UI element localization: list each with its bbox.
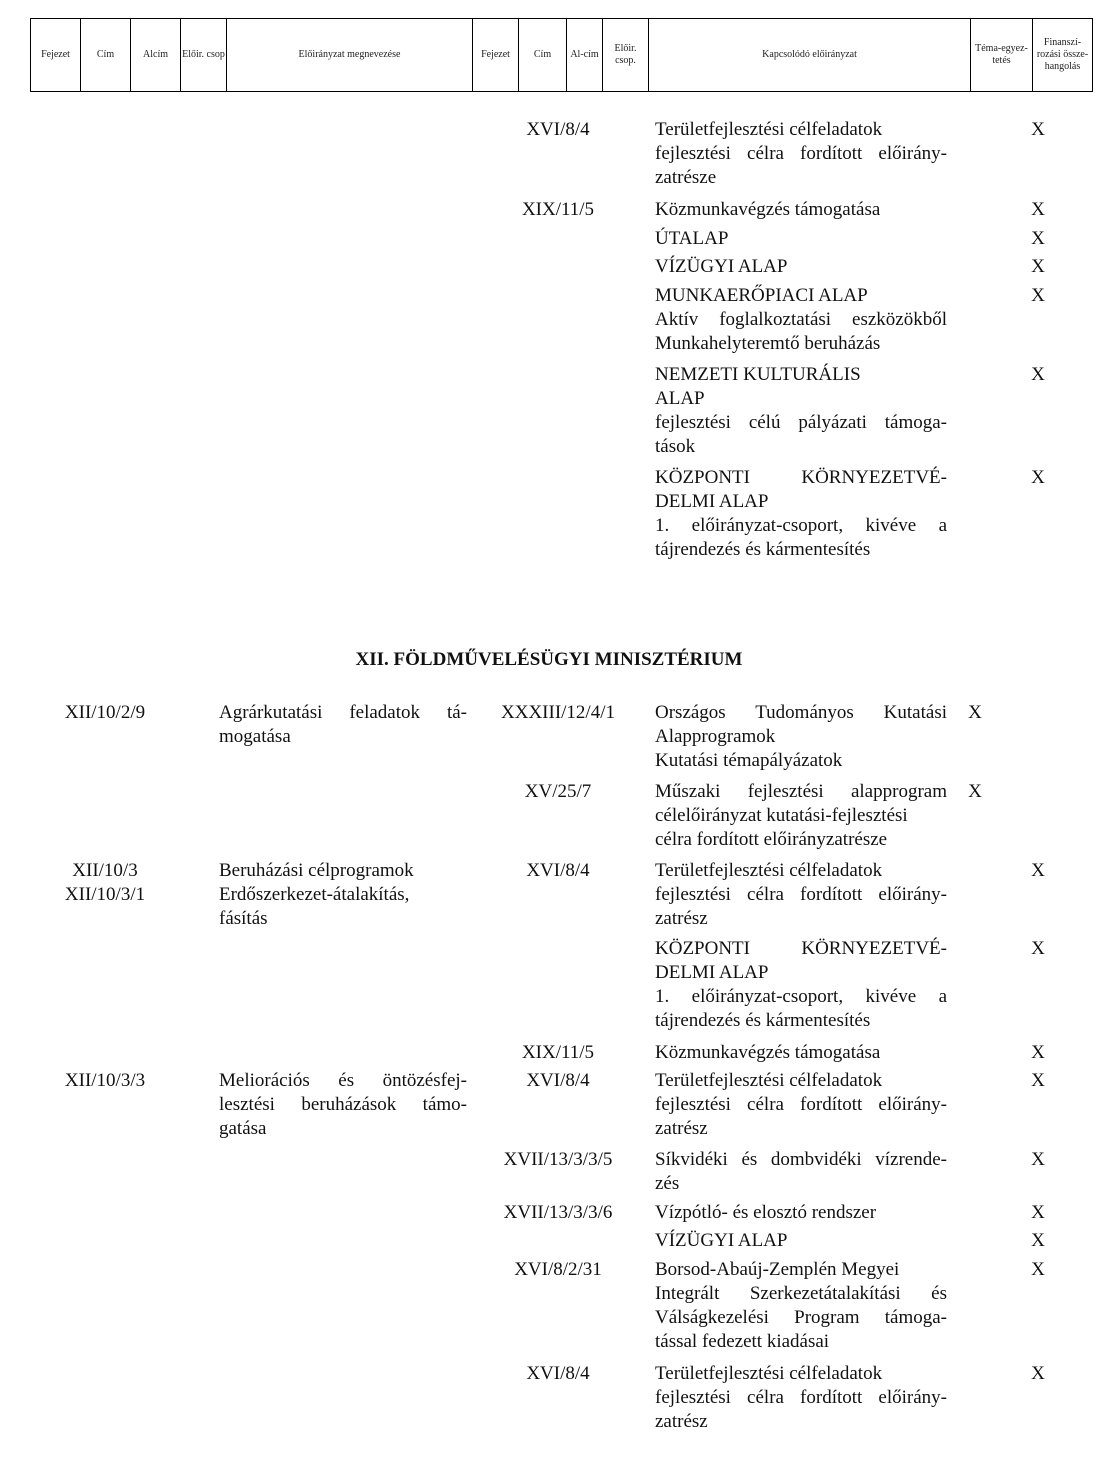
- linked-appropriation-line: tájrendezés és kármentesítés: [655, 539, 871, 560]
- linked-appropriation-line: NEMZETI KULTURÁLIS: [655, 364, 861, 385]
- appropriation-name: [219, 701, 467, 749]
- linked-appropriation-line: Közmunkavégzés támogatása: [655, 1042, 881, 1063]
- appropriation-name-line: lesztési beruházások támo-: [219, 1094, 467, 1115]
- section-title: XII. FÖLDMŰVELÉSÜGYI MINISZTÉRIUM: [355, 649, 743, 670]
- linked-appropriation: [655, 363, 947, 459]
- theme-coordination-mark: X: [968, 781, 982, 802]
- linked-appropriation: [655, 255, 947, 279]
- header-alcim-2: Al-cím: [567, 19, 603, 92]
- linked-appropriation-line: célra fordított előirányzatrésze: [655, 829, 888, 850]
- linked-appropriation-line: Területfejlesztési célfeladatok: [655, 1070, 883, 1091]
- linked-appropriation-line: Területfejlesztési célfeladatok: [655, 860, 883, 881]
- linked-appropriation-line: zatrész: [655, 1118, 708, 1139]
- linked-code: XVI/8/4: [526, 119, 590, 140]
- linked-appropriation-line: DELMI ALAP: [655, 491, 769, 512]
- header-eloir-csop-2: Előir. csop.: [603, 19, 649, 92]
- theme-coordination-mark: X: [968, 702, 982, 723]
- linked-appropriation-line: ÚTALAP: [655, 228, 729, 249]
- financing-mark: X: [1031, 1202, 1045, 1223]
- header-eloir-csop: Előir. csop: [181, 19, 227, 92]
- linked-code: XVI/8/4: [526, 1363, 590, 1384]
- appropriation-code-line: XII/10/2/9: [64, 702, 146, 723]
- financing-mark: X: [1031, 938, 1045, 959]
- appropriation-name-line: Beruházási célprogramok: [219, 860, 414, 881]
- financing-mark: X: [1031, 1259, 1045, 1280]
- header-fejezet-2: Fejezet: [473, 19, 519, 92]
- linked-code: XIX/11/5: [521, 199, 595, 220]
- linked-appropriation-line: Síkvidéki és dombvidéki vízrende-: [655, 1149, 947, 1170]
- header-cim-2: Cím: [519, 19, 567, 92]
- header-eloiranyzat-megnevezese: Előirányzat megnevezése: [227, 19, 473, 92]
- header-finanszirozasi-osszehangolas: Finanszí-rozási össze-hangolás: [1033, 19, 1093, 92]
- linked-appropriation-line: zatrésze: [655, 167, 717, 188]
- linked-appropriation-line: Kutatási témapályázatok: [655, 750, 843, 771]
- linked-appropriation-line: fejlesztési célra fordított előirány-: [655, 1094, 947, 1115]
- linked-appropriation-line: DELMI ALAP: [655, 962, 769, 983]
- linked-appropriation: [655, 1258, 947, 1354]
- linked-appropriation-line: fejlesztési célra fordított előirány-: [655, 884, 947, 905]
- linked-appropriation: [655, 466, 947, 562]
- linked-appropriation-line: Alapprogramok: [655, 726, 776, 747]
- financing-mark: X: [1031, 285, 1045, 306]
- appropriation-name-line: mogatása: [219, 726, 291, 747]
- linked-appropriation-line: célelőirányzat kutatási-fejlesztési: [655, 805, 908, 826]
- financing-mark: X: [1031, 1042, 1045, 1063]
- linked-appropriation-line: Munkahelyteremtő beruházás: [655, 333, 881, 354]
- linked-appropriation-line: zés: [655, 1173, 680, 1194]
- appropriation-code: [40, 701, 170, 725]
- linked-appropriation: [655, 1229, 947, 1253]
- linked-appropriation-line: Területfejlesztési célfeladatok: [655, 1363, 883, 1384]
- linked-appropriation: [655, 118, 947, 190]
- linked-appropriation: [655, 198, 947, 222]
- linked-code: XXXIII/12/4/1: [501, 702, 615, 723]
- linked-appropriation-line: KÖZPONTI KÖRNYEZETVÉ-: [655, 467, 947, 488]
- column-header-table: [30, 18, 1093, 92]
- appropriation-code-line: XII/10/3/1: [64, 884, 146, 905]
- header-alcim: Alcím: [131, 19, 181, 92]
- linked-appropriation-line: zatrész: [655, 1411, 708, 1432]
- linked-appropriation-line: tással fedezett kiadásai: [655, 1331, 830, 1352]
- linked-appropriation-line: MUNKAERŐPIACI ALAP: [655, 285, 868, 306]
- financing-mark: X: [1031, 1149, 1045, 1170]
- linked-appropriation: [655, 1201, 947, 1225]
- appropriation-name: [219, 1069, 467, 1141]
- linked-code: XVI/8/4: [526, 1070, 590, 1091]
- financing-mark: X: [1031, 860, 1045, 881]
- header-tema-egyeztetes: Téma-egyez-tetés: [971, 19, 1033, 92]
- linked-appropriation-line: 1. előirányzat-csoport, kivéve a: [655, 986, 947, 1007]
- linked-appropriation-line: Műszaki fejlesztési alapprogram: [655, 781, 947, 802]
- header-cim: Cím: [81, 19, 131, 92]
- financing-mark: X: [1031, 256, 1045, 277]
- linked-code: XVII/13/3/3/6: [503, 1202, 613, 1223]
- appropriation-name-line: gatása: [219, 1118, 267, 1139]
- financing-mark: X: [1031, 119, 1045, 140]
- linked-appropriation-line: Válságkezelési Program támoga-: [655, 1307, 947, 1328]
- linked-appropriation: [655, 1362, 947, 1434]
- appropriation-code-line: XII/10/3/3: [64, 1070, 146, 1091]
- linked-appropriation-line: fejlesztési célra fordított előirány-: [655, 143, 947, 164]
- appropriation-name-line: Agrárkutatási feladatok tá-: [219, 702, 467, 723]
- linked-appropriation: [655, 227, 947, 251]
- linked-appropriation-line: KÖZPONTI KÖRNYEZETVÉ-: [655, 938, 947, 959]
- appropriation-name-line: Erdőszerkezet-átalakítás,: [219, 884, 410, 905]
- linked-code: XV/25/7: [524, 781, 592, 802]
- appropriation-code-line: XII/10/3: [72, 860, 138, 881]
- linked-appropriation: [655, 701, 947, 773]
- linked-appropriation-line: ALAP: [655, 388, 705, 409]
- financing-mark: X: [1031, 1070, 1045, 1091]
- linked-appropriation-line: zatrész: [655, 908, 708, 929]
- linked-appropriation-line: Borsod-Abaúj-Zemplén Megyei: [655, 1259, 900, 1280]
- linked-appropriation-line: tájrendezés és kármentesítés: [655, 1010, 871, 1031]
- linked-code: XVI/8/4: [526, 860, 590, 881]
- linked-appropriation: [655, 1041, 947, 1065]
- linked-appropriation-line: Területfejlesztési célfeladatok: [655, 119, 883, 140]
- financing-mark: X: [1031, 199, 1045, 220]
- header-fejezet: Fejezet: [31, 19, 81, 92]
- header-kapcsolodo-eloiranyzat: Kapcsolódó előirányzat: [649, 19, 971, 92]
- linked-code: XIX/11/5: [521, 1042, 595, 1063]
- linked-appropriation-line: tások: [655, 436, 696, 457]
- linked-appropriation-line: fejlesztési célú pályázati támoga-: [655, 412, 947, 433]
- linked-appropriation-line: Aktív foglalkoztatási eszközökből: [655, 309, 947, 330]
- appropriation-name: [219, 859, 467, 931]
- linked-appropriation-line: Közmunkavégzés támogatása: [655, 199, 881, 220]
- linked-code: XVII/13/3/3/5: [503, 1149, 613, 1170]
- financing-mark: X: [1031, 467, 1045, 488]
- linked-appropriation: [655, 284, 947, 356]
- linked-appropriation-line: Vízpótló- és elosztó rendszer: [655, 1202, 877, 1223]
- linked-appropriation-line: VÍZÜGYI ALAP: [655, 1230, 788, 1251]
- linked-appropriation-line: Országos Tudományos Kutatási: [655, 702, 947, 723]
- linked-appropriation-line: Integrált Szerkezetátalakítási és: [655, 1283, 947, 1304]
- appropriation-code: [40, 859, 170, 907]
- financing-mark: X: [1031, 1363, 1045, 1384]
- linked-appropriation: [655, 1148, 947, 1196]
- linked-appropriation-line: fejlesztési célra fordított előirány-: [655, 1387, 947, 1408]
- linked-appropriation-line: VÍZÜGYI ALAP: [655, 256, 788, 277]
- linked-code: XVI/8/2/31: [514, 1259, 602, 1280]
- financing-mark: X: [1031, 228, 1045, 249]
- linked-appropriation: [655, 859, 947, 931]
- linked-appropriation: [655, 780, 947, 852]
- financing-mark: X: [1031, 364, 1045, 385]
- appropriation-name-line: Meliorációs és öntözésfej-: [219, 1070, 467, 1091]
- appropriation-name-line: fásítás: [219, 908, 268, 929]
- linked-appropriation-line: 1. előirányzat-csoport, kivéve a: [655, 515, 947, 536]
- linked-appropriation: [655, 1069, 947, 1141]
- financing-mark: X: [1031, 1230, 1045, 1251]
- appropriation-code: [40, 1069, 170, 1093]
- linked-appropriation: [655, 937, 947, 1033]
